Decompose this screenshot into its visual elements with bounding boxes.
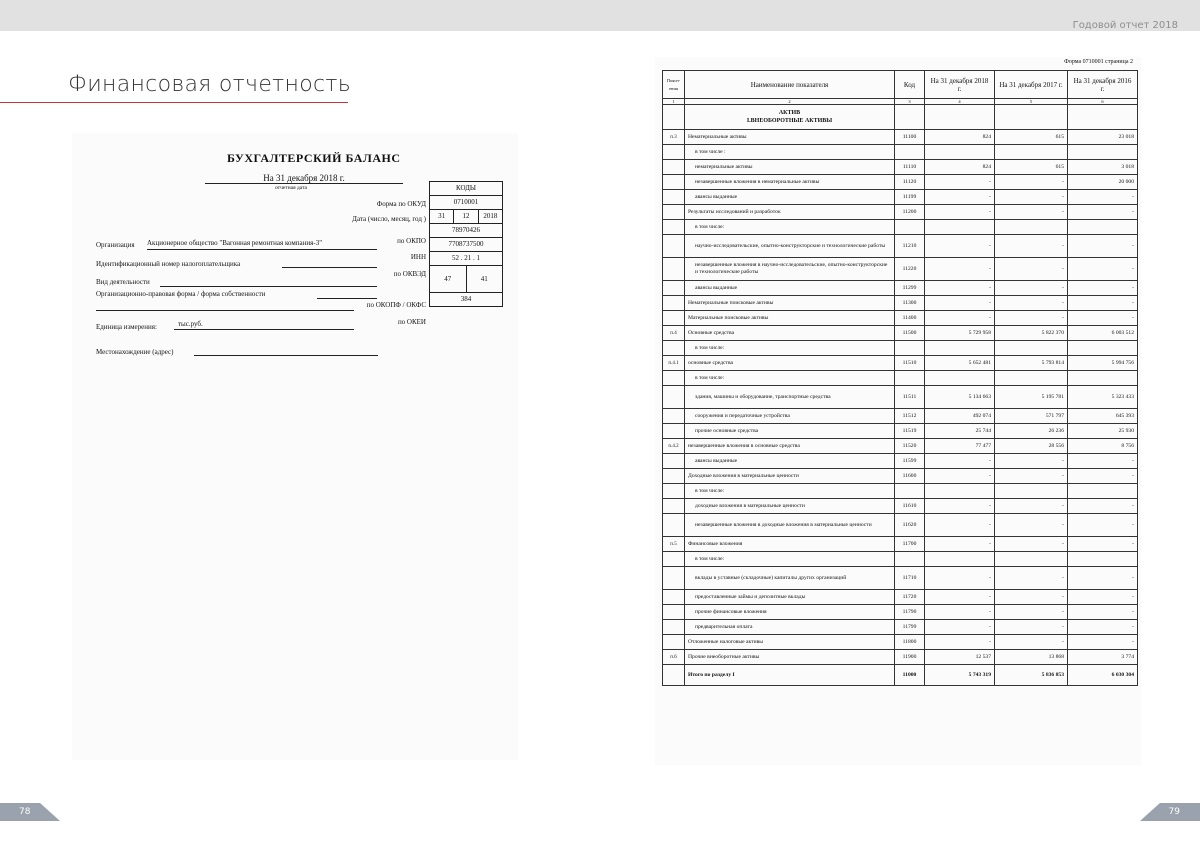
cell-name: Финансовые вложения xyxy=(685,537,895,552)
okopf-value: 47 xyxy=(430,266,467,292)
cell-name: незавершенные вложения в научно-исследовательские, опытно-конструкторские и технологические работы xyxy=(685,258,895,281)
cell-v2018: 824 xyxy=(925,130,995,145)
cell-code: 11610 xyxy=(895,499,925,514)
cell-v2016: - xyxy=(1068,499,1138,514)
cell-name: авансы выданные xyxy=(685,281,895,296)
table-row xyxy=(663,454,1138,469)
cell-v2016: - xyxy=(1068,281,1138,296)
cell-v2017: - xyxy=(995,514,1068,537)
cell-v2017: - xyxy=(995,311,1068,326)
cell-v2018: - xyxy=(925,205,995,220)
cell-v2018: 25 744 xyxy=(925,424,995,439)
cell-v2016: - xyxy=(1068,537,1138,552)
cell-code: 11900 xyxy=(895,650,925,665)
cell-note xyxy=(663,567,685,590)
cell-name: незавершенные вложения в основные средства xyxy=(685,439,895,454)
cell-v2016 xyxy=(1068,145,1138,160)
cell-v2017: - xyxy=(995,190,1068,205)
org-label: Организация xyxy=(96,241,135,249)
cell-note xyxy=(663,454,685,469)
col-index: 2 xyxy=(685,99,895,105)
cell-note: п.6 xyxy=(663,650,685,665)
cell-v2018 xyxy=(925,371,995,386)
col-header: На 31 декабря 2017 г. xyxy=(995,71,1068,99)
cell-v2018: 12 537 xyxy=(925,650,995,665)
cell-v2016: 3 018 xyxy=(1068,160,1138,175)
cell-v2017: - xyxy=(995,281,1068,296)
cell-v2017: - xyxy=(995,235,1068,258)
codes-box xyxy=(429,181,503,307)
table-row xyxy=(663,409,1138,424)
cell-name: Итого по разделу I xyxy=(685,665,895,686)
cell-note xyxy=(663,552,685,567)
cell-note: п.3 xyxy=(663,130,685,145)
table-row xyxy=(663,296,1138,311)
cell-note xyxy=(663,424,685,439)
cell-note xyxy=(663,296,685,311)
cell-v2016: - xyxy=(1068,514,1138,537)
table-row xyxy=(663,537,1138,552)
table-row xyxy=(663,258,1138,281)
cell-v2017: 5 195 781 xyxy=(995,386,1068,409)
cell-code: 11790 xyxy=(895,605,925,620)
date-label: Дата (число, месяц, год ) xyxy=(352,215,426,223)
cell-name: в том числе: xyxy=(685,220,895,235)
cell-v2017 xyxy=(995,552,1068,567)
cell-v2016: 3 774 xyxy=(1068,650,1138,665)
cell-v2016 xyxy=(1068,552,1138,567)
cell-code: 11600 xyxy=(895,469,925,484)
cell-note xyxy=(663,665,685,686)
cell-v2018: 5 743 319 xyxy=(925,665,995,686)
cell-v2018: - xyxy=(925,281,995,296)
cell-note xyxy=(663,514,685,537)
cell-v2018: 824 xyxy=(925,160,995,175)
legal-form-label: Организационно-правовая форма / форма собственности xyxy=(96,290,266,298)
cell-v2017: - xyxy=(995,635,1068,650)
cell-v2016: 20 000 xyxy=(1068,175,1138,190)
cell-v2018: - xyxy=(925,235,995,258)
table-row xyxy=(663,356,1138,371)
cell-v2018: - xyxy=(925,175,995,190)
cell-code: 11512 xyxy=(895,409,925,424)
cell-code: 11519 xyxy=(895,424,925,439)
inn-label: ИНН xyxy=(410,253,426,261)
cell-note: п.4.2 xyxy=(663,439,685,454)
table-row xyxy=(663,220,1138,235)
cell-v2016: - xyxy=(1068,590,1138,605)
cell-note xyxy=(663,220,685,235)
cell-v2016: - xyxy=(1068,235,1138,258)
cell-v2017: - xyxy=(995,469,1068,484)
cell-code: 11400 xyxy=(895,311,925,326)
section-subheading: I.ВНЕОБОРОТНЫЕ АКТИВЫ xyxy=(746,118,833,124)
cell-code xyxy=(895,145,925,160)
unit-value: тыс.руб. xyxy=(178,320,203,328)
okei-label: по ОКЕИ xyxy=(397,318,426,326)
cell-note xyxy=(663,341,685,356)
cell-v2017 xyxy=(995,341,1068,356)
table-row xyxy=(663,439,1138,454)
cell-code: 11800 xyxy=(895,635,925,650)
cell-v2016: 8 756 xyxy=(1068,439,1138,454)
okved-label: по ОКВЭД xyxy=(393,270,426,278)
codes-label: КОДЫ xyxy=(430,182,502,196)
cell-note xyxy=(663,635,685,650)
table-row xyxy=(663,175,1138,190)
cell-name: в том числе: xyxy=(685,341,895,356)
cell-code: 11700 xyxy=(895,537,925,552)
cell-note xyxy=(663,145,685,160)
cell-v2017: - xyxy=(995,567,1068,590)
cell-v2016: 5 323 433 xyxy=(1068,386,1138,409)
table-row xyxy=(663,635,1138,650)
cell-code: 11520 xyxy=(895,439,925,454)
inn-caption: Идентификационный номер налогоплательщика xyxy=(96,260,241,268)
table-row xyxy=(663,386,1138,409)
cell-v2018 xyxy=(925,220,995,235)
cell-note xyxy=(663,235,685,258)
cell-v2016: - xyxy=(1068,469,1138,484)
cell-note xyxy=(663,499,685,514)
cell-name: Материальные поисковые активы xyxy=(685,311,895,326)
cell-v2018: - xyxy=(925,258,995,281)
table-row xyxy=(663,665,1138,686)
cell-note xyxy=(663,484,685,499)
cell-name: авансы выданные xyxy=(685,190,895,205)
cell-name: Отложенные налоговые активы xyxy=(685,635,895,650)
col-index: 3 xyxy=(895,99,925,105)
cell-name: доходные вложения в материальные ценности xyxy=(685,499,895,514)
balance-date: На 31 декабря 2018 г. xyxy=(205,173,403,184)
cell-code: 11510 xyxy=(895,356,925,371)
page-number-right: 79 xyxy=(1140,803,1200,821)
cell-v2018: - xyxy=(925,635,995,650)
cell-v2017: 28 556 xyxy=(995,439,1068,454)
table-row xyxy=(663,620,1138,635)
cell-code: 11110 xyxy=(895,160,925,175)
cell-v2017 xyxy=(995,484,1068,499)
table-row xyxy=(663,469,1138,484)
okud-value: 0710001 xyxy=(430,196,502,210)
cell-note: п.4.1 xyxy=(663,356,685,371)
cell-name: в том числе: xyxy=(685,552,895,567)
table-row xyxy=(663,605,1138,620)
cell-code: 11120 xyxy=(895,175,925,190)
table-row xyxy=(663,145,1138,160)
okei-value: 384 xyxy=(460,295,472,303)
activity-label: Вид деятельности xyxy=(96,278,150,286)
col-header: Поясн-ения xyxy=(663,71,685,99)
cell-v2017 xyxy=(995,371,1068,386)
cell-code: 11710 xyxy=(895,567,925,590)
table-row xyxy=(663,371,1138,386)
cell-name: в том числе: xyxy=(685,371,895,386)
balance-table-scan xyxy=(655,57,1141,765)
cell-code: 11100 xyxy=(895,130,925,145)
table-row xyxy=(663,281,1138,296)
cell-note xyxy=(663,175,685,190)
cell-v2017: - xyxy=(995,258,1068,281)
okpo-label: по ОКПО xyxy=(397,237,426,245)
cell-name: Результаты исследований и разработок xyxy=(685,205,895,220)
cell-v2017: 26 236 xyxy=(995,424,1068,439)
cell-v2016 xyxy=(1068,371,1138,386)
table-row xyxy=(663,567,1138,590)
cell-v2017: 5 822 370 xyxy=(995,326,1068,341)
balance-sheet-header-scan xyxy=(72,133,518,760)
cell-v2018: - xyxy=(925,454,995,469)
cell-name: в том числе: xyxy=(685,484,895,499)
col-header: На 31 декабря 2018 г. xyxy=(925,71,995,99)
okopf-okfs-values xyxy=(430,266,502,293)
page-number-left: 78 xyxy=(0,803,60,821)
cell-v2018: - xyxy=(925,190,995,205)
cell-name: Прочие внеоборотные активы xyxy=(685,650,895,665)
okopf-label: по ОКОПФ / ОКФС xyxy=(366,301,426,309)
section-heading: АКТИВ xyxy=(778,110,801,116)
cell-v2016: 6 003 512 xyxy=(1068,326,1138,341)
cell-code xyxy=(895,552,925,567)
cell-v2017: - xyxy=(995,296,1068,311)
okfs-value: 41 xyxy=(480,275,488,283)
cell-v2016: 23 018 xyxy=(1068,130,1138,145)
cell-v2017: 615 xyxy=(995,130,1068,145)
cell-code: 11799 xyxy=(895,620,925,635)
cell-code: 11599 xyxy=(895,454,925,469)
cell-code: 11720 xyxy=(895,590,925,605)
unit-label: Единица измерения: xyxy=(96,323,157,331)
date-month: 12 xyxy=(454,210,478,223)
cell-code xyxy=(895,220,925,235)
col-index: 5 xyxy=(995,99,1068,105)
cell-v2018 xyxy=(925,484,995,499)
table-row xyxy=(663,235,1138,258)
cell-v2017 xyxy=(995,145,1068,160)
col-header: Код xyxy=(895,71,925,99)
org-name: Акционерное общество "Вагонная ремонтная компания-3" xyxy=(147,239,323,247)
title-underline xyxy=(0,102,348,103)
cell-v2017 xyxy=(995,220,1068,235)
cell-v2018: 5 652 481 xyxy=(925,356,995,371)
balance-table xyxy=(662,70,1138,686)
cell-v2016: 25 930 xyxy=(1068,424,1138,439)
cell-name: незавершенные вложения в доходные вложения в материальные ценности xyxy=(685,514,895,537)
cell-note xyxy=(663,190,685,205)
cell-v2017: - xyxy=(995,454,1068,469)
cell-v2016: - xyxy=(1068,190,1138,205)
cell-code: 11210 xyxy=(895,235,925,258)
cell-v2016: 645 393 xyxy=(1068,409,1138,424)
date-caption: отчетная дата xyxy=(275,185,307,191)
cell-v2018: 5 134 663 xyxy=(925,386,995,409)
cell-name: Основные средства xyxy=(685,326,895,341)
table-row xyxy=(663,341,1138,356)
cell-name: вклады в уставные (складочные) капиталы других организаций xyxy=(685,567,895,590)
cell-v2018: 5 729 958 xyxy=(925,326,995,341)
cell-v2016: - xyxy=(1068,620,1138,635)
cell-code: 11200 xyxy=(895,205,925,220)
cell-name: научно-исследовательские, опытно-конструкторские и технологические работы xyxy=(685,235,895,258)
cell-note xyxy=(663,590,685,605)
col-index: 1 xyxy=(663,99,685,105)
cell-v2016: 6 030 304 xyxy=(1068,665,1138,686)
cell-v2018: - xyxy=(925,499,995,514)
cell-code xyxy=(895,371,925,386)
cell-code: 11511 xyxy=(895,386,925,409)
cell-v2017: - xyxy=(995,205,1068,220)
table-body xyxy=(663,130,1138,686)
cell-v2017: 5 793 814 xyxy=(995,356,1068,371)
cell-code xyxy=(895,341,925,356)
table-row xyxy=(663,424,1138,439)
cell-note xyxy=(663,205,685,220)
table-row xyxy=(663,499,1138,514)
okved-value: 52 . 21 . 1 xyxy=(430,252,502,266)
inn-value: 7708737500 xyxy=(430,238,502,252)
cell-note xyxy=(663,620,685,635)
cell-name: Доходные вложения в материальные ценности xyxy=(685,469,895,484)
table-row xyxy=(663,130,1138,145)
section-heading-row xyxy=(663,105,1138,130)
table-row xyxy=(663,190,1138,205)
cell-v2017: 571 797 xyxy=(995,409,1068,424)
table-row xyxy=(663,160,1138,175)
cell-v2018: - xyxy=(925,537,995,552)
cell-code: 11299 xyxy=(895,281,925,296)
cell-note xyxy=(663,605,685,620)
cell-v2016 xyxy=(1068,341,1138,356)
cell-code xyxy=(895,484,925,499)
col-index: 4 xyxy=(925,99,995,105)
cell-v2017: - xyxy=(995,590,1068,605)
cell-code: 11199 xyxy=(895,190,925,205)
cell-code: 11300 xyxy=(895,296,925,311)
cell-v2018: - xyxy=(925,567,995,590)
cell-note xyxy=(663,386,685,409)
cell-v2017: - xyxy=(995,537,1068,552)
cell-v2017: 615 xyxy=(995,160,1068,175)
cell-name: нематериальные активы xyxy=(685,160,895,175)
cell-name: прочие основные средства xyxy=(685,424,895,439)
date-year: 2018 xyxy=(483,212,498,220)
table-row xyxy=(663,326,1138,341)
cell-name: прочие финансовые вложения xyxy=(685,605,895,620)
cell-name: в том числе : xyxy=(685,145,895,160)
cell-v2016: - xyxy=(1068,205,1138,220)
cell-v2016: - xyxy=(1068,258,1138,281)
cell-v2018 xyxy=(925,552,995,567)
cell-v2017: 13 868 xyxy=(995,650,1068,665)
cell-v2016: 5 994 756 xyxy=(1068,356,1138,371)
table-row xyxy=(663,590,1138,605)
report-title: Годовой отчет 2018 xyxy=(1072,20,1178,31)
cell-name: сооружения и передаточные устройства xyxy=(685,409,895,424)
cell-code: 11620 xyxy=(895,514,925,537)
cell-note: п.4 xyxy=(663,326,685,341)
table-row xyxy=(663,205,1138,220)
cell-v2018: - xyxy=(925,296,995,311)
table-row xyxy=(663,650,1138,665)
top-bar xyxy=(0,0,1200,31)
cell-v2018: - xyxy=(925,514,995,537)
cell-name: авансы выданные xyxy=(685,454,895,469)
cell-v2016 xyxy=(1068,484,1138,499)
cell-name: предварительная оплата xyxy=(685,620,895,635)
cell-name: предоставленные займы и депозитные вклады xyxy=(685,590,895,605)
cell-v2016: - xyxy=(1068,635,1138,650)
cell-note xyxy=(663,281,685,296)
cell-note xyxy=(663,409,685,424)
cell-v2017: - xyxy=(995,175,1068,190)
cell-note xyxy=(663,469,685,484)
cell-v2017: 5 836 853 xyxy=(995,665,1068,686)
cell-v2018: - xyxy=(925,469,995,484)
cell-code: 11500 xyxy=(895,326,925,341)
okud-label: Форма по ОКУД xyxy=(376,200,426,208)
cell-note xyxy=(663,311,685,326)
cell-code: 11220 xyxy=(895,258,925,281)
cell-name: Нематериальные поисковые активы xyxy=(685,296,895,311)
page-title: Финансовая отчетность xyxy=(68,72,352,97)
cell-code: 11000 xyxy=(895,665,925,686)
cell-note xyxy=(663,258,685,281)
col-header: На 31 декабря 2016 г. xyxy=(1068,71,1138,99)
cell-v2018 xyxy=(925,341,995,356)
table-row xyxy=(663,311,1138,326)
location-label: Местонахождение (адрес) xyxy=(96,348,174,356)
cell-name: Нематериальные активы xyxy=(685,130,895,145)
cell-note: п.5 xyxy=(663,537,685,552)
cell-note xyxy=(663,160,685,175)
col-header: Наименование показателя xyxy=(685,71,895,99)
date-day: 31 xyxy=(430,210,454,223)
cell-v2018: - xyxy=(925,590,995,605)
col-index: 6 xyxy=(1068,99,1138,105)
cell-v2018: - xyxy=(925,311,995,326)
cell-name: здания, машины и оборудование, транспортные средства xyxy=(685,386,895,409)
table-row xyxy=(663,484,1138,499)
cell-v2018: - xyxy=(925,620,995,635)
table-row xyxy=(663,514,1138,537)
cell-v2016: - xyxy=(1068,567,1138,590)
cell-v2016: - xyxy=(1068,311,1138,326)
cell-v2016: - xyxy=(1068,296,1138,311)
balance-title: БУХГАЛТЕРСКИЙ БАЛАНС xyxy=(227,151,401,165)
cell-note xyxy=(663,371,685,386)
cell-v2018: 77 477 xyxy=(925,439,995,454)
cell-v2018: 492 074 xyxy=(925,409,995,424)
table-header-row xyxy=(663,71,1138,99)
cell-v2017: - xyxy=(995,499,1068,514)
form-caption: Форма 0710001 страница 2 xyxy=(1064,59,1133,65)
cell-v2018 xyxy=(925,145,995,160)
cell-v2016: - xyxy=(1068,454,1138,469)
cell-name: незавершенные вложения в нематериальные активы xyxy=(685,175,895,190)
cell-v2016: - xyxy=(1068,605,1138,620)
okpo-value: 78970426 xyxy=(430,224,502,238)
cell-v2016 xyxy=(1068,220,1138,235)
date-values xyxy=(430,210,502,224)
table-row xyxy=(663,552,1138,567)
cell-v2018: - xyxy=(925,605,995,620)
cell-v2017: - xyxy=(995,605,1068,620)
cell-name: основные средства xyxy=(685,356,895,371)
cell-v2017: - xyxy=(995,620,1068,635)
